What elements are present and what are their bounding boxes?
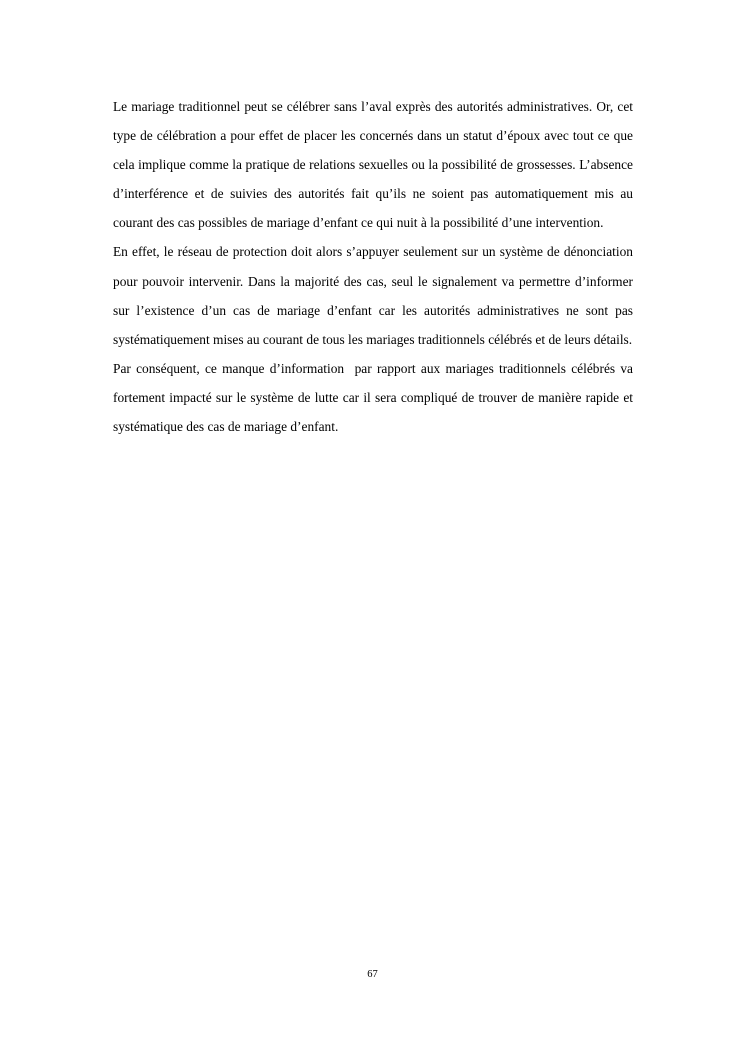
body-text xyxy=(113,92,637,441)
paragraph-1: Le mariage traditionnel peut se célébrer sans l’aval exprès des autorités administratives. Or, cet type de célébration a pour effet de placer les concernés dans un statut d’époux avec tout ce que cela implique comme la pratique de relations sexuelles ou la possibilité de grossesses. L’absence d’interférence et de suivies des autorités fait qu’ils ne soient pas automatiquement mis au courant des cas possibles de mariage d’enfant ce qui nuit à la possibilité d’une intervention. xyxy=(113,99,637,231)
paragraph-2: En effet, le réseau de protection doit alors s’appuyer seulement sur un système de dénonciation pour pouvoir intervenir. Dans la majorité des cas, seul le signalement va permettre d’informer sur l’existence d’un cas de mariage d’enfant car les autorités administratives ne sont pas systématiquement mises au courant de tous les mariages traditionnels célébrés et de leurs détails. xyxy=(113,244,637,347)
page-number: 67 xyxy=(367,969,378,980)
paragraph-3: Par conséquent, ce manque d’information par rapport aux mariages traditionnels célébrés va fortement impacté sur le système de lutte car il sera compliqué de trouver de manière rapide et systématique des cas de mariage d’enfant. xyxy=(113,360,637,435)
